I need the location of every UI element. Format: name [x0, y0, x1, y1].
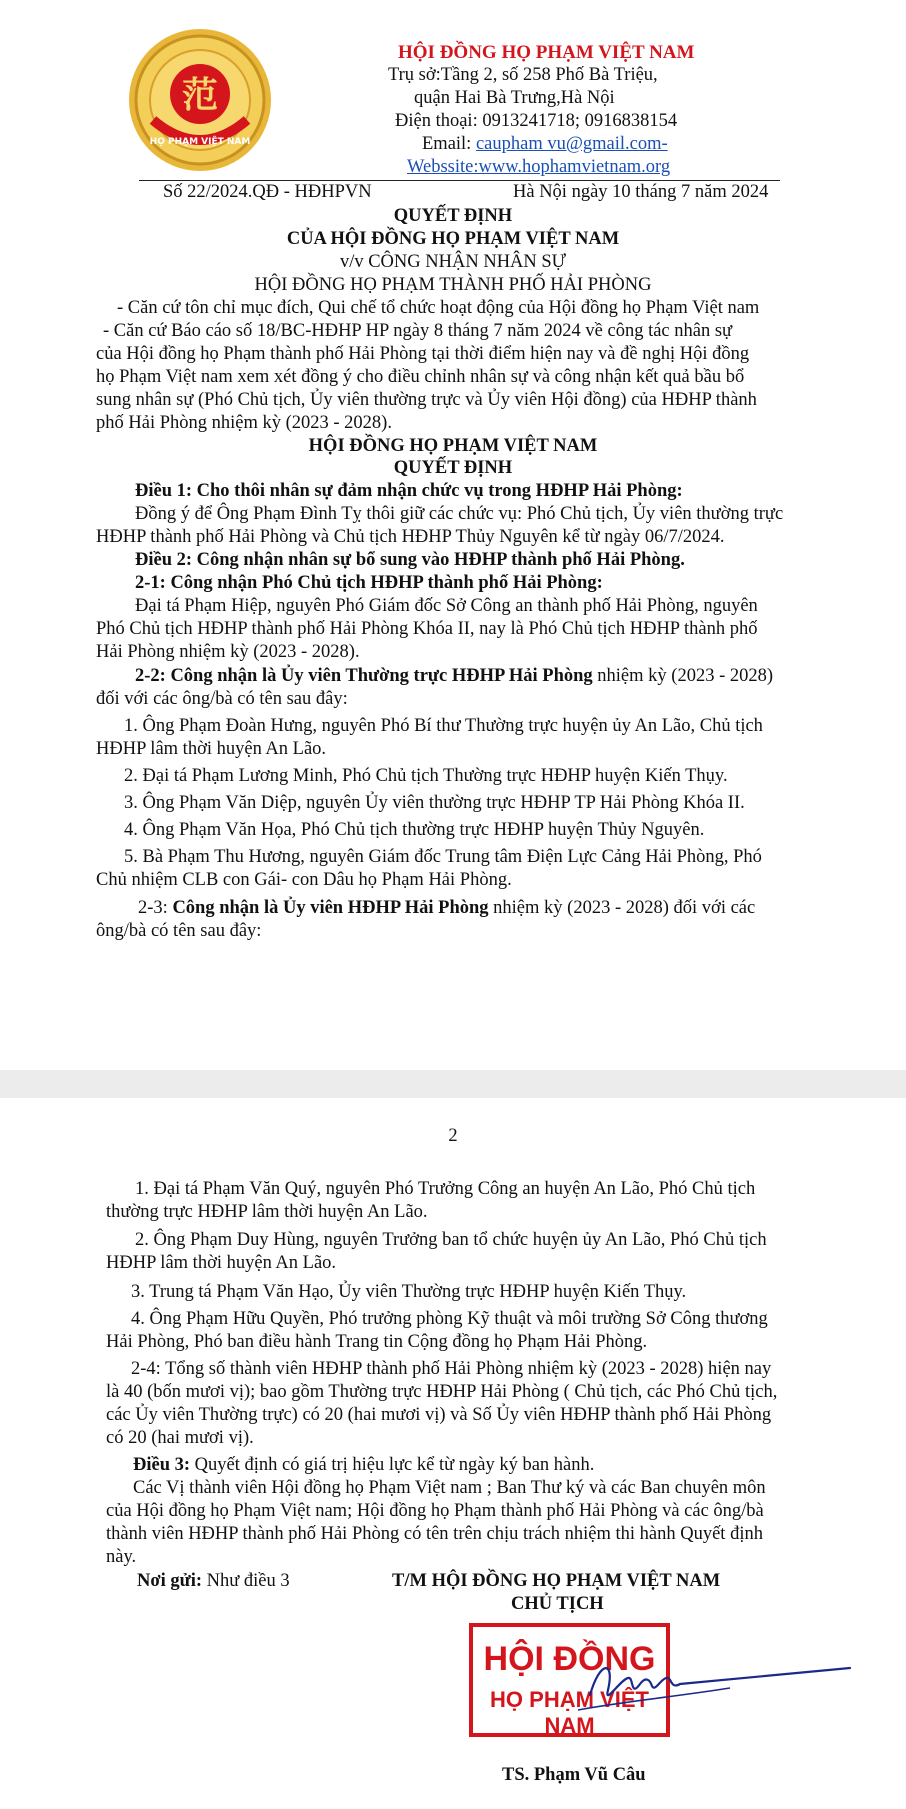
page-number: 2: [448, 1126, 458, 1146]
article-3-label: Điều 3:: [133, 1455, 191, 1475]
recipients-label: Nơi gửi:: [137, 1571, 203, 1591]
decision-head-title: QUYẾT ĐỊNH: [393, 458, 513, 478]
section-2-4-line-3: các Ủy viên Thường trực) có 20 (hai mươi vị) và Số Ủy viên HĐHP thành phố Hải Phòng: [106, 1405, 772, 1425]
article-1-line-2: HĐHP thành phố Hải Phòng và Chủ tịch HĐHP Thủy Nguyên kể từ ngày 06/7/2024.: [96, 527, 725, 547]
article-1-label: Điều 1: [135, 481, 186, 501]
section-2-3-line-1: [138, 897, 755, 919]
member-4-line-2: Hải Phòng, Phó ban điều hành Trang tin Cộng đồng họ Phạm Hải Phòng.: [106, 1332, 648, 1352]
section-2-4-line-2: là 40 (bốn mươi vị); bao gồm Thường trực HĐHP Hải Phòng ( Chủ tịch, các Phó Chủ tịch,: [106, 1382, 778, 1402]
section-2-2-line-1: [135, 665, 773, 687]
basis-2-line-2: của Hội đồng họ Phạm thành phố Hải Phòng tại thời điểm hiện nay và đề nghị Hội đồng: [96, 344, 750, 364]
section-2-3-line-2: ông/bà có tên sau đây:: [96, 921, 262, 941]
section-2-2-item-5-line-1: 5. Bà Phạm Thu Hương, nguyên Giám đốc Trung tâm Điện Lực Cảng Hải Phòng, Phó: [124, 847, 762, 867]
phone: Điện thoại: 0913241718; 0916838154: [395, 111, 678, 131]
section-2-2-heading: 2-2: Công nhận là Ủy viên Thường trực HĐHP Hải Phòng: [135, 666, 593, 686]
title-council: CỦA HỘI ĐỒNG HỌ PHẠM VIỆT NAM: [286, 229, 620, 249]
svg-text:HỌ PHẠM VIỆT NAM: HỌ PHẠM VIỆT NAM: [149, 137, 251, 147]
recipients: [137, 1570, 290, 1592]
section-2-2-term: nhiệm kỳ (2023 - 2028): [592, 666, 774, 686]
article-3-line-1: [133, 1454, 594, 1476]
section-2-2-item-3: 3. Ông Phạm Văn Diệp, nguyên Ủy viên thường trực HĐHP TP Hải Phòng Khóa II.: [124, 793, 745, 813]
handwritten-signature: [560, 1640, 860, 1730]
recipients-value: Như điều 3: [202, 1571, 290, 1591]
basis-2-line-1: - Căn cứ Báo cáo số 18/BC-HĐHP HP ngày 8 tháng 7 năm 2024 về công tác nhân sự: [103, 321, 733, 341]
basis-1: - Căn cứ tôn chỉ mục đích, Qui chế tổ chức hoạt động của Hội đồng họ Phạm Việt nam: [117, 298, 760, 318]
address-line-1: Trụ sở:Tầng 2, số 258 Phố Bà Triệu,: [388, 65, 658, 85]
section-2-4-line-4: có 20 (hai mươi vị).: [106, 1428, 254, 1448]
section-2-3-number: 2-3:: [138, 898, 173, 918]
section-2-2-item-1-line-1: 1. Ông Phạm Đoàn Hưng, nguyên Phó Bí thư Thường trực huyện ủy An Lão, Chủ tịch: [124, 716, 763, 736]
basis-2-line-3: họ Phạm Việt nam xem xét đồng ý cho điều chỉnh nhân sự và công nhận kết quả bầu bổ: [96, 367, 745, 387]
email-label: Email:: [422, 134, 476, 154]
title-subject: v/v CÔNG NHẬN NHÂN SỰ: [339, 252, 567, 272]
section-2-3-term: nhiệm kỳ (2023 - 2028) đối với các: [488, 898, 756, 918]
section-2-1-line-2: Phó Chủ tịch HĐHP thành phố Hải Phòng Khóa II, nay là Phó Chủ tịch HĐHP thành phố: [96, 619, 758, 639]
member-2-line-2: HĐHP lâm thời huyện An Lão.: [106, 1253, 337, 1273]
section-2-2-item-1-line-2: HĐHP lâm thời huyện An Lão.: [96, 739, 327, 759]
address-line-2: quận Hai Bà Trưng,Hà Nội: [414, 88, 615, 108]
email-line: [422, 133, 668, 155]
article-1-line-1: Đồng ý để Ông Phạm Đình Tỵ thôi giữ các chức vụ: Phó Chủ tịch, Ủy viên thường trực: [135, 504, 784, 524]
logo: [125, 28, 275, 173]
doc-number: Số 22/2024.QĐ - HĐHPVN: [163, 182, 372, 202]
org-name: HỘI ĐỒNG HỌ PHẠM VIỆT NAM: [398, 42, 695, 63]
section-2-3-heading: Công nhận là Ủy viên HĐHP Hải Phòng: [172, 898, 489, 918]
member-4-line-1: 4. Ông Phạm Hữu Quyền, Phó trưởng phòng Kỹ thuật và môi trường Sở Công thương: [131, 1309, 768, 1329]
decision-head-council: HỘI ĐỒNG HỌ PHẠM VIỆT NAM: [308, 436, 598, 456]
article-3-line-5: này.: [106, 1547, 137, 1567]
member-3: 3. Trung tá Phạm Văn Hạo, Ủy viên Thường trực HĐHP huyện Kiến Thụy.: [131, 1282, 687, 1302]
section-2-4-line-1: 2-4: Tổng số thành viên HĐHP thành phố Hải Phòng nhiệm kỳ (2023 - 2028) hiện nay: [131, 1359, 772, 1379]
member-1-line-2: thường trực HĐHP lâm thời huyện An Lão.: [106, 1202, 428, 1222]
sign-org: T/M HỘI ĐỒNG HỌ PHẠM VIỆT NAM: [392, 1571, 721, 1591]
page-break: [0, 1070, 906, 1098]
member-1-line-1: 1. Đại tá Phạm Văn Quý, nguyên Phó Trưởng Công an huyện An Lão, Phó Chủ tịch: [135, 1179, 756, 1199]
section-2-1-line-3: Hải Phòng nhiệm kỳ (2023 - 2028).: [96, 642, 360, 662]
basis-2-line-4: sung nhân sự (Phó Chủ tịch, Ủy viên thường trực và Ủy viên Hội đồng) của HĐHP thành: [96, 390, 757, 410]
doc-date: Hà Nội ngày 10 tháng 7 năm 2024: [513, 182, 769, 202]
stamp-line-1: HỘI ĐỒNG: [483, 1640, 656, 1678]
article-3-line-3: của Hội đồng họ Phạm Việt nam; Hội đồng họ Phạm thành phố Hải Phòng và các ông/bà: [106, 1501, 764, 1521]
title-city-council: HỘI ĐỒNG HỌ PHẠM THÀNH PHỐ HẢI PHÒNG: [254, 275, 652, 295]
section-2-2-item-4: 4. Ông Phạm Văn Họa, Phó Chủ tịch thường trực HĐHP huyện Thủy Nguyên.: [124, 820, 705, 840]
stamp-line-2: HỌ PHẠM VIỆT NAM: [490, 1687, 649, 1738]
section-2-1-title: 2-1: Công nhận Phó Chủ tịch HĐHP thành phố Hải Phòng:: [135, 573, 603, 593]
article-3-line-2: Các Vị thành viên Hội đồng họ Phạm Việt nam ; Ban Thư ký và các Ban chuyên môn: [133, 1478, 766, 1498]
section-2-2-line-2: đối với các ông/bà có tên sau đây:: [96, 689, 348, 709]
article-1-title: [135, 480, 683, 502]
article-1-heading: : Cho thôi nhân sự đảm nhận chức vụ trong HĐHP Hải Phòng:: [185, 481, 683, 501]
article-3-line-4: thành viên HĐHP thành phố Hải Phòng có tên trên chịu trách nhiệm thi hành Quyết định: [106, 1524, 763, 1544]
title-decision: QUYẾT ĐỊNH: [393, 206, 513, 226]
signer-name: TS. Phạm Vũ Câu: [502, 1765, 646, 1785]
article-3-text: Quyết định có giá trị hiệu lực kể từ ngày ký ban hành.: [190, 1455, 595, 1475]
website-link[interactable]: Webssite:www.hophamvietnam.org: [407, 157, 671, 177]
member-2-line-1: 2. Ông Phạm Duy Hùng, nguyên Trưởng ban tổ chức huyện ủy An Lão, Phó Chủ tịch: [135, 1230, 767, 1250]
section-2-2-item-2: 2. Đại tá Phạm Lương Minh, Phó Chủ tịch Thường trực HĐHP huyện Kiến Thụy.: [124, 766, 728, 786]
basis-2-line-5: phố Hải Phòng nhiệm kỳ (2023 - 2028).: [96, 413, 392, 433]
section-2-1-line-1: Đại tá Phạm Hiệp, nguyên Phó Giám đốc Sở Công an thành phố Hải Phòng, nguyên: [135, 596, 758, 616]
sign-title: CHỦ TỊCH: [511, 1594, 604, 1614]
svg-text:范: 范: [181, 74, 219, 116]
email-link[interactable]: caupham vu@gmail.com-: [475, 134, 668, 154]
section-2-2-item-5-line-2: Chủ nhiệm CLB con Gái- con Dâu họ Phạm Hải Phòng.: [96, 870, 512, 890]
article-2-title: Điều 2: Công nhận nhân sự bổ sung vào HĐHP thành phố Hải Phòng.: [135, 550, 685, 570]
